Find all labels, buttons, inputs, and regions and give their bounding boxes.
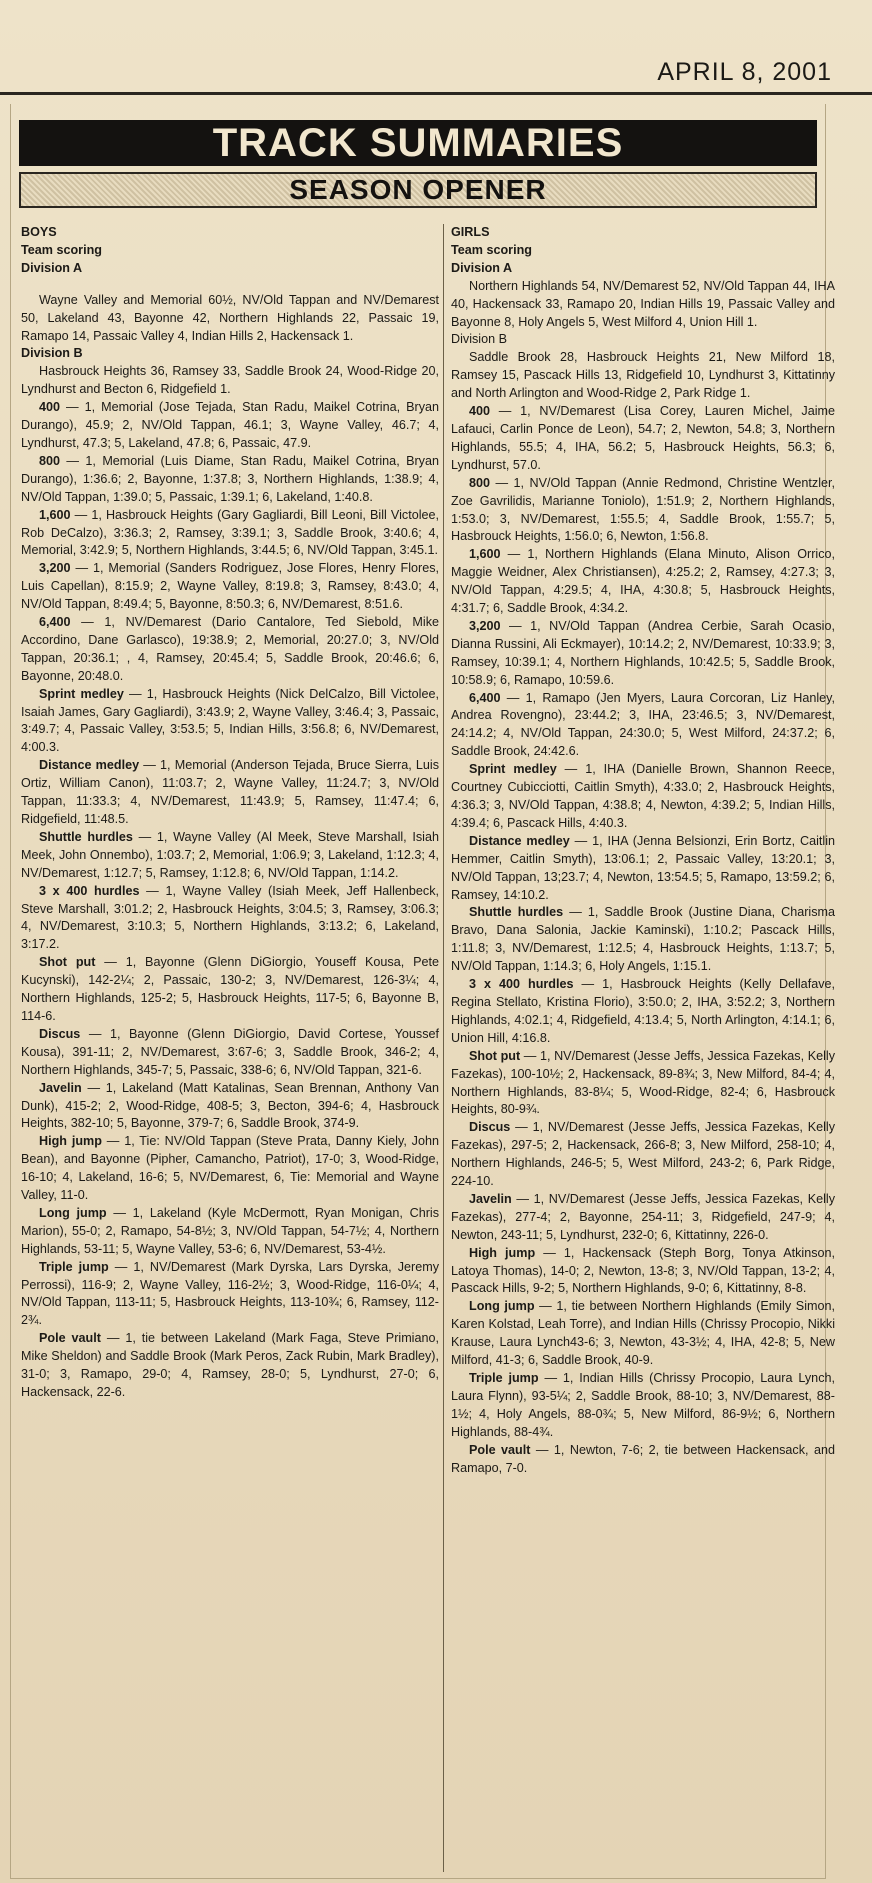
event-text: — 1, Lakeland (Kyle McDermott, Ryan Monigan, Chris Marion), 55-0; 2, Ramapo, 54-8½; 3, NV/Old Tappan, 54-7½; 4, Northern Highlands, 53-11; 5, Wayne Valley, 53-6; 6, NV/Demarest, 53-4½.: [21, 1205, 439, 1256]
event-text: — 1, Memorial (Sanders Rodriguez, Jose Flores, Henry Flores, Luis Capellan), 8:15.9; 2, Wayne Valley, 8:19.8; 3, Ramsey, 8:43.0; 4, NV/Old Tappan, 8:49.4; 5, Bayonne, 8:50.3; 6, NV/Demarest, 8:51.6.: [21, 561, 439, 612]
event-text: — 1, Hackensack (Steph Borg, Tonya Atkinson, Latoya Thomas), 14-0; 2, Newton, 13-8; 3, NV/Old Tappan, 13-2; 4, Pascack Hills, 9-2; 5, Northern Highlands, 9-0; 6, Kittatinny, 8-8.: [451, 1245, 836, 1296]
event-name: 800: [469, 475, 491, 490]
boys-division-a: Division A: [21, 260, 83, 275]
event-name: Triple jump: [39, 1259, 109, 1274]
event-name: High jump: [39, 1134, 102, 1149]
event-text: — 1, NV/Demarest (Dario Cantalore, Ted Siebold, Mike Accordino, Dane Garlasco), 19:38.9; 2, Memorial, 20:27.0; 3, NV/Old Tappan, 20:36.1; , 4, Ramsey, 20:45.4; 5, Saddle Brook, 20:46.6; 6, Bayonne, 20:48.0.: [21, 615, 439, 683]
event-text: — 1, Wayne Valley (Al Meek, Steve Marshall, Isiah Meek, John Onnembo), 1:03.7; 2, Memorial, 1:06.9; 3, Lakeland, 1:12.3; 4, NV/Demarest, 1:12.7; 5, Ramsey, 1:12.8; 6, NV/Old Tappan, 1:14.2.: [21, 829, 439, 880]
event-result: [451, 1119, 835, 1191]
event-result: [21, 614, 439, 686]
event-name: Long jump: [469, 1299, 535, 1314]
event-name: 3 x 400 hurdles: [39, 883, 140, 898]
event-name: 6,400: [469, 690, 501, 705]
event-result: [451, 690, 835, 762]
event-text: — 1, NV/Demarest (Mark Dyrska, Lars Dyrska, Jeremy Perrossi), 116-9; 2, Wayne Valley, 116-2½; 3, Wood-Ridge, 116-0¼; 4, NV/Old Tappan, 113-11; 5, Hasbrouck Heights, 113-10¾; 6, Ramsey, 112-2¾.: [21, 1259, 439, 1328]
boys-column: [21, 224, 439, 1402]
event-text: — 1, NV/Demarest (Lisa Corey, Lauren Michel, Jaime Lafauci, Carlin Ponce de Leon), 54.7; 2, Newton, 54.8; 3, Northern Highlands, 55.5; 4, IHA, 56.2; 5, Hasbrouck Heights, 56.3; 6, Lyndhurst, 57.0.: [451, 404, 835, 472]
girls-division-b-text: Saddle Brook 28, Hasbrouck Heights 21, New Milford 18, Ramsey 15, Pascack Hills 13, Ridgefield 10, Lyndhurst 3, Kittatinny and North Arlington and Wood-Ridge 2, Park Ridge 1.: [451, 350, 835, 401]
event-text: — 1, Memorial (Jose Tejada, Stan Radu, Maikel Cotrina, Bryan Durango), 45.9; 2, NV/Old Tappan, 46.1; 3, Wayne Valley, 46.7; 4, Lyndhurst, 47.3; 5, Lakeland, 47.8; 6, Passaic, 47.9.: [21, 400, 439, 450]
girls-column: [451, 224, 835, 1477]
event-text: — 1, NV/Old Tappan (Annie Redmond, Christine Wentzler, Zoe Gavrilidis, Marianne Toniolo), 1:51.9; 2, Northern Highlands, 1:53.0; 3, NV/Demarest, 1:55.5; 4, Saddle Brook, 1:55.7; 5, Hasbrouck Heights, 1:56.0; 6, Newton, 1:56.8.: [451, 475, 835, 544]
event-result: [21, 560, 439, 614]
event-name: Javelin: [469, 1191, 512, 1206]
event-result: [21, 1205, 439, 1259]
subtitle-text: SEASON OPENER: [289, 174, 547, 205]
event-result: [21, 954, 439, 1026]
girls-division-a: Division A: [451, 260, 513, 275]
event-name: Long jump: [39, 1205, 107, 1220]
event-text: — 1, Northern Highlands (Elana Minuto, Alison Orrico, Maggie Weidner, Alex Christiansen), 4:25.2; 2, Ramsey, 4:27.3; 3, NV/Old Tappan, 4:29.5; 4, IHA, 4:30.8; 5, Hasbrouck Heights, 4:31.7; 6, Saddle Brook, 4:34.2.: [451, 547, 835, 616]
event-result: [21, 757, 439, 829]
event-text: — 1, Newton, 7-6; 2, tie between Hackensack, and Ramapo, 7-0.: [451, 1442, 835, 1475]
event-name: 1,600: [469, 547, 501, 562]
event-text: — 1, Indian Hills (Chrissy Procopio, Laura Lynch, Laura Flynn), 93-5¼; 2, Saddle Brook, 88-10; 3, NV/Demarest, 88-1½; 4, Holy Angels, 88-0¾; 5, New Milford, 86-9½; 6, Northern Highlands, 88-4¾.: [451, 1371, 835, 1439]
title-banner: [19, 120, 817, 166]
event-result: [451, 904, 835, 976]
event-name: Shot put: [39, 955, 96, 970]
event-text: — 1, IHA (Danielle Brown, Shannon Reece, Courtney Cubicciotti, Caitlin Smyth), 4:33.0; 2, Hasbrouck Heights, 4:36.3; 3, NV/Old Tappan, 4:38.8; 4, Newton, 4:39.2; 5, Indian Hills, 4:39.4; 6, Pascack Hills, 4:40.3.: [451, 762, 836, 830]
event-name: High jump: [469, 1245, 536, 1260]
boys-events: [21, 399, 439, 1402]
column-rule: [443, 224, 444, 1872]
event-name: 3,200: [39, 561, 71, 576]
event-name: 400: [469, 404, 491, 419]
event-result: [451, 833, 835, 905]
event-name: Triple jump: [469, 1371, 539, 1385]
event-result: [451, 1298, 835, 1370]
event-result: [451, 761, 835, 833]
event-name: Shuttle hurdles: [469, 905, 564, 920]
girls-events: [451, 403, 835, 1477]
event-name: Discus: [39, 1026, 81, 1041]
event-text: — 1, tie between Lakeland (Mark Faga, Steve Primiano, Mike Sheldon) and Saddle Brook (Mark Peros, Zack Rubin, Mark Bradley), 31-0; 3, Ramapo, 29-0; 4, Ramsey, 28-0; 5, Lyndhurst, 27-0; 6, Hackensack, 22-6.: [21, 1331, 439, 1399]
title-text: TRACK SUMMARIES: [212, 120, 624, 165]
event-text: — 1, Memorial (Anderson Tejada, Bruce Sierra, Luis Ortiz, William Canon), 11:03.7; 2, Wayne Valley, 11:24.7; 3, NV/Old Tappan, 11:33.3; 4, NV/Demarest, 11:43.9; 5, Ramsey, 11:47.4; 6, Ridgefield, 11:48.5.: [21, 758, 440, 826]
event-text: — 1, Bayonne (Glenn DiGiorgio, David Cortese, Youssef Kousa), 391-11; 2, NV/Demarest, 3:67-6; 3, Saddle Brook, 346-2; 4, Northern Highlands, 345-7; 5, Passaic, 338-6; 6, NV/Old Tappan, 321-6.: [21, 1026, 439, 1077]
event-text: — 1, NV/Old Tappan (Andrea Cerbie, Sarah Ocasio, Dianna Russini, Ali Eckmayer), 10:14.2; 2, NV/Demarest, 10:33.9; 3, Ramsey, 10:39.1; 4, Northern Highlands, 10:42.5; 5, Saddle Brook, 10:58.9; 6, Ramapo, 10:59.6.: [451, 618, 835, 687]
event-result: [451, 403, 835, 475]
event-text: — 1, Saddle Brook (Justine Diana, Charisma Bravo, Dana Salonia, Jackie Kaminski), 1:10.2; Pascack Hills, 1:11.8; 3, NV/Demarest, 1:12.5; 4, Hasbrouck Heights, 1:13.7; 5, NV/Old Tappan, 1:14.3; 6, Holy Angels, 1:15.1.: [451, 905, 835, 974]
event-text: — 1, tie between Northern Highlands (Emily Simon, Karen Kolstad, Leah Torre), and Indian Hills (Chrissy Procopio, Nikki Krause, Laura Lynch43-6; 3, Newton, 43-3½; 4, IHA, 42-8; 5, New Milford, 41-3; 6, Saddle Brook, 40-9.: [451, 1299, 835, 1368]
event-result: [451, 1442, 835, 1478]
event-name: Distance medley: [39, 758, 140, 773]
event-name: 400: [39, 400, 61, 415]
event-text: — 1, Tie: NV/Old Tappan (Steve Prata, Danny Kiely, John Bean), and Bayonne (Pipher, Camancho, Patriot), 17-0; 3, Wood-Ridge, 16-10; 4, Lakeland, 16-6; 5, NV/Demarest, 6, Tie: Memorial and Wayne Valley, 11-0.: [21, 1134, 439, 1203]
event-result: [21, 399, 439, 453]
event-name: 800: [39, 453, 61, 468]
boys-division-b: Division B: [21, 346, 83, 361]
event-text: — 1, Lakeland (Matt Katalinas, Sean Brennan, Anthony Van Dunk), 415-2; 2, Wood-Ridge, 408-5; 3, Becton, 394-6; 4, Hasbrouck Heights, 382-10; 5, Bayonne, 379-7; 6, Saddle Brook, 374-9.: [21, 1080, 439, 1131]
event-text: — 1, NV/Demarest (Jesse Jeffs, Jessica Fazekas, Kelly Fazekas), 277-4; 2, Bayonne, 254-11; 3, Ridgefield, 247-9; 4, Newton, 243-11; 5, Lyndhurst, 232-0; 6, Kittatinny, 226-0.: [451, 1191, 835, 1242]
top-rule: [0, 92, 872, 95]
boys-heading: BOYS: [21, 225, 57, 239]
boys-division-b-text: Hasbrouck Heights 36, Ramsey 33, Saddle Brook 24, Wood-Ridge 20, Lyndhurst and Becton 6, Ridgefield 1.: [21, 364, 439, 397]
event-name: Pole vault: [469, 1442, 531, 1457]
event-result: [21, 829, 439, 883]
event-result: [451, 618, 835, 690]
event-name: Javelin: [39, 1080, 82, 1095]
event-result: [451, 1370, 835, 1442]
event-result: [451, 976, 835, 1048]
subtitle-banner: [19, 172, 817, 208]
event-name: Shot put: [469, 1048, 521, 1063]
event-result: [21, 507, 439, 561]
boys-division-a-text: Wayne Valley and Memorial 60½, NV/Old Tappan and NV/Demarest 50, Lakeland 43, Bayonne 42, Northern Highlands 22, Passaic 19, Ramapo 14, Passaic Valley 4, Indian Hills 2, Hackensack 1.: [21, 292, 439, 343]
event-name: 3,200: [469, 618, 501, 633]
event-result: [21, 1330, 439, 1402]
event-name: Discus: [469, 1120, 511, 1135]
event-result: [451, 1245, 835, 1299]
date-line: APRIL 8, 2001: [657, 58, 832, 86]
girls-team-scoring: Team scoring: [451, 242, 532, 257]
girls-heading: GIRLS: [451, 225, 490, 239]
event-name: Distance medley: [469, 833, 570, 848]
event-name: Pole vault: [39, 1331, 101, 1346]
event-text: — 1, NV/Demarest (Jesse Jeffs, Jessica Fazekas, Kelly Fazekas), 100-10½; 2, Hackensack, 89-8¾; 3, New Milford, 84-4; 4, Northern Highlands, 83-8¼; 5, Wood-Ridge, 82-4; 6, Hasbrouck Heights, 80-9¾.: [451, 1048, 836, 1117]
event-text: — 1, Ramapo (Jen Myers, Laura Corcoran, Liz Hanley, Andrea Rovengno), 23:44.2; 3, IHA, 23:46.5; 3, NV/Demarest, 24:14.2; 4, NV/Old Tappan, 24:30.0; 5, West Milford, 24:37.2; 6, Saddle Brook, 24:42.6.: [451, 690, 835, 759]
girls-division-b: Division B: [451, 332, 507, 347]
event-name: 3 x 400 hurdles: [469, 977, 574, 992]
event-result: [21, 453, 439, 507]
event-result: [451, 1191, 835, 1245]
event-name: Sprint medley: [469, 762, 557, 777]
event-name: Shuttle hurdles: [39, 829, 133, 844]
clipping: [10, 104, 836, 1879]
event-result: [21, 883, 439, 955]
event-text: — 1, NV/Demarest (Jesse Jeffs, Jessica Fazekas, Kelly Fazekas), 297-5; 2, Hackensack, 266-8; 3, New Milford, 258-10; 4, Northern Highlands, 246-5; 5, West Milford, 243-2; 6, Park Ridge, 224-10.: [451, 1120, 835, 1189]
event-result: [21, 1259, 439, 1331]
boys-team-scoring: Team scoring: [21, 242, 102, 257]
event-name: 1,600: [39, 507, 71, 522]
event-result: [21, 1026, 439, 1080]
event-text: — 1, Hasbrouck Heights (Nick DelCalzo, Bill Victolee, Isaiah James, Gary Gagliardi), 3:43.9; 2, Wayne Valley, 3:46.4; 3, Passaic, 3:49.7; 4, Passaic Valley, 3:53.5; 5, Indian Hills, 3:56.8; 6, NV/Demarest, 4:00.3.: [21, 686, 439, 755]
event-text: — 1, Bayonne (Glenn DiGiorgio, Youseff Kousa, Pete Kucynski), 142-2¼; 2, Passaic, 130-2; 3, NV/Demarest, 126-3¼; 4, Northern Highlands, 125-2; 5, Hasbrouck Heights, 117-5; 6, Bayonne B, 114-6.: [21, 955, 439, 1023]
event-text: — 1, Memorial (Luis Diame, Stan Radu, Maikel Cotrina, Bryan Durango), 1:36.6; 2, Bayonne, 1:37.8; 3, Northern Highlands, 1:38.9; 4, NV/Old Tappan, 1:39.0; 5, Passaic, 1:39.1; 6, Lakeland, 1:40.8.: [21, 453, 439, 504]
event-result: [21, 1080, 439, 1134]
event-result: [451, 475, 835, 547]
event-text: — 1, Wayne Valley (Isiah Meek, Jeff Hallenbeck, Steve Marshall, 3:01.2; 2, Hasbrouck Heights, 3:04.5; 3, Ramsey, 3:06.3; 4, NV/Demarest, 3:10.3; 5, Northern Highlands, 3:13.2; 6, Lakeland, 3:17.2.: [21, 883, 439, 952]
event-result: [451, 546, 835, 618]
event-result: [21, 686, 439, 758]
event-name: Sprint medley: [39, 686, 124, 701]
event-result: [451, 1048, 835, 1120]
event-text: — 1, Hasbrouck Heights (Kelly Dellafave, Regina Stellato, Kristina Florio), 3:50.0; 2, IHA, 3:52.2; 3, Northern Highlands, 4:02.1; 4, Ridgefield, 4:13.4; 5, North Arlington, 4:14.1; 6, Union Hill, 4:16.8.: [451, 977, 835, 1045]
event-name: 6,400: [39, 615, 71, 630]
event-text: — 1, Hasbrouck Heights (Gary Gagliardi, Bill Leoni, Bill Victolee, Rob DeCalzo), 3:36.3; 2, Ramsey, 3:39.1; 3, Saddle Brook, 3:40.6; 4, Memorial, 3:42.9; 5, Northern Highlands, 3:44.5; 6, NV/Old Tappan, 3:45.1.: [21, 507, 439, 558]
event-text: — 1, IHA (Jenna Belsionzi, Erin Bortz, Caitlin Hemmer, Caitlin Smyth), 13:06.1; 2, Passaic Valley, 13:20.1; 3, NV/Old Tappan, 13;23.7; 4, Newton, 13:54.5; 5, Ramapo, 13:59.2; 6, Ramsey, 14:10.2.: [451, 833, 835, 902]
girls-division-a-text: Northern Highlands 54, NV/Demarest 52, NV/Old Tappan 44, IHA 40, Hackensack 33, Ramapo 20, Indian Hills 19, Passaic Valley and Bayonne 8, Holy Angels 5, West Milford 4, Union Hill 1.: [451, 278, 835, 329]
event-result: [21, 1133, 439, 1205]
